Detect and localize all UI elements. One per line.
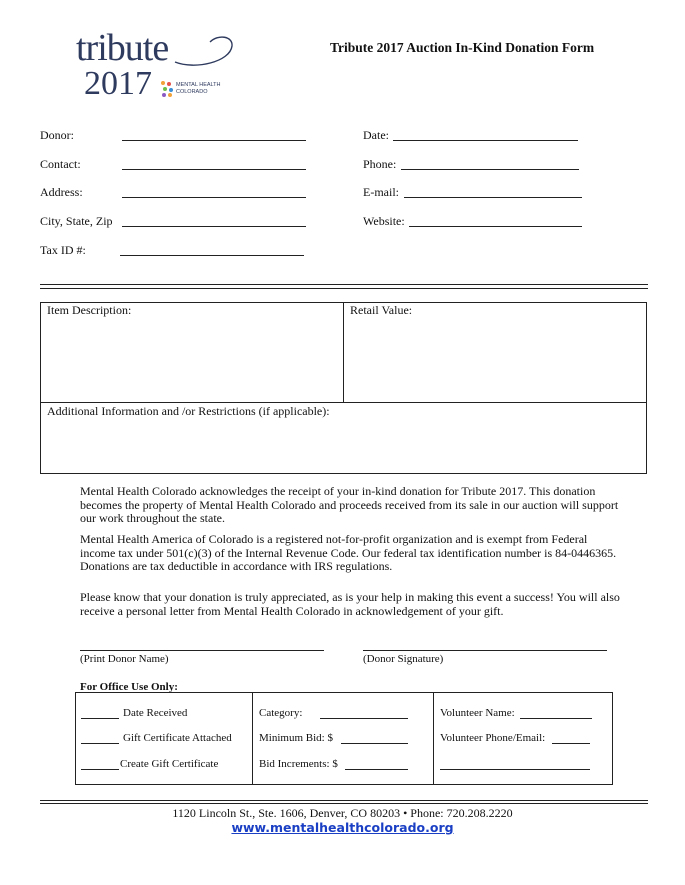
gift-certificate-attached-checkline[interactable]	[81, 743, 119, 744]
minimum-bid-label: Minimum Bid: $	[259, 732, 333, 744]
tax-exempt-paragraph: Mental Health America of Colorado is a registered not-for-profit organization and is exempt from Federal income tax under 501(c)(3) of the Internal Revenue Code. Our federal tax identification number is 84-0446365. Donations are tax deductible in accordance with IRS regulations.	[80, 532, 617, 573]
logo-year: 2017	[84, 65, 152, 102]
logo-org-line1: MENTAL HEALTH	[176, 82, 221, 88]
category-label: Category:	[259, 707, 303, 719]
address-label: Address:	[40, 185, 83, 199]
minimum-bid-field[interactable]	[341, 743, 408, 744]
donor-field[interactable]	[122, 140, 306, 141]
date-field[interactable]	[393, 140, 578, 141]
address-field[interactable]	[122, 197, 306, 198]
volunteer-extra-field[interactable]	[440, 769, 590, 770]
retail-value-cell[interactable]: Retail Value:	[350, 303, 413, 317]
date-received-checkline[interactable]	[81, 718, 119, 719]
website-label: Website:	[363, 214, 405, 228]
office-col-divider-1	[252, 692, 253, 785]
bid-increments-field[interactable]	[345, 769, 408, 770]
divider-bottom-1	[40, 800, 648, 801]
footer-url-link[interactable]: www.mentalhealthcolorado.org	[231, 820, 454, 835]
phone-label: Phone:	[363, 157, 397, 171]
footer-url-wrap	[0, 820, 685, 836]
tax-id-field[interactable]	[120, 255, 304, 256]
donor-signature-label: (Donor Signature)	[363, 653, 444, 665]
contact-label: Contact:	[40, 157, 81, 171]
phone-field[interactable]	[401, 169, 579, 170]
volunteer-name-label: Volunteer Name:	[440, 707, 515, 719]
donor-signature-field[interactable]	[363, 650, 607, 651]
create-gift-certificate-checkline[interactable]	[81, 769, 119, 770]
volunteer-phone-email-field[interactable]	[552, 743, 590, 744]
logo-dots-icon	[160, 80, 174, 98]
website-field[interactable]	[409, 226, 582, 227]
tribute-logo	[70, 28, 240, 108]
appreciation-paragraph: Please know that your donation is truly appreciated, as is your help in making this event a success! You will also receive a personal letter from Mental Health Colorado in acknowledgement of your gift.	[80, 590, 620, 618]
email-label: E-mail:	[363, 185, 399, 199]
item-table-vertical-divider	[343, 302, 344, 403]
create-gift-certificate-label: Create Gift Certificate	[120, 758, 219, 770]
form-title: Tribute 2017 Auction In-Kind Donation Form	[330, 40, 595, 55]
item-table-horizontal-divider	[40, 402, 647, 403]
footer-address: 1120 Lincoln St., Ste. 1606, Denver, CO 80203 • Phone: 720.208.2220	[172, 806, 513, 820]
email-field[interactable]	[404, 197, 582, 198]
divider-top-2	[40, 288, 648, 289]
logo-swoosh-icon	[170, 32, 240, 72]
office-use-heading: For Office Use Only:	[80, 681, 178, 693]
additional-info-cell[interactable]: Additional Information and /or Restrictions (if applicable):	[47, 404, 330, 418]
tax-id-label: Tax ID #:	[40, 243, 86, 257]
acknowledgement-paragraph: Mental Health Colorado acknowledges the receipt of your in-kind donation for Tribute 2017. This donation becomes the property of Mental Health Colorado and proceeds received from its sale in our auction will support our work throughout the state.	[80, 484, 619, 525]
office-col-divider-2	[433, 692, 434, 785]
city-state-zip-field[interactable]	[122, 226, 306, 227]
volunteer-phone-email-label: Volunteer Phone/Email:	[440, 732, 546, 744]
gift-certificate-attached-label: Gift Certificate Attached	[123, 732, 232, 744]
divider-bottom-2	[40, 803, 648, 804]
bid-increments-label: Bid Increments: $	[259, 758, 338, 770]
contact-field[interactable]	[122, 169, 306, 170]
date-received-label: Date Received	[123, 707, 188, 719]
print-donor-name-label: (Print Donor Name)	[80, 653, 169, 665]
date-label: Date:	[363, 128, 389, 142]
item-description-cell[interactable]: Item Description:	[47, 303, 132, 317]
logo-org-line2: COLORADO	[176, 89, 208, 95]
city-state-zip-label: City, State, Zip	[40, 214, 113, 228]
logo-word: tribute	[76, 27, 169, 69]
divider-top-1	[40, 284, 648, 285]
category-field[interactable]	[320, 718, 408, 719]
print-donor-name-field[interactable]	[80, 650, 324, 651]
donor-label: Donor:	[40, 128, 74, 142]
volunteer-name-field[interactable]	[520, 718, 592, 719]
